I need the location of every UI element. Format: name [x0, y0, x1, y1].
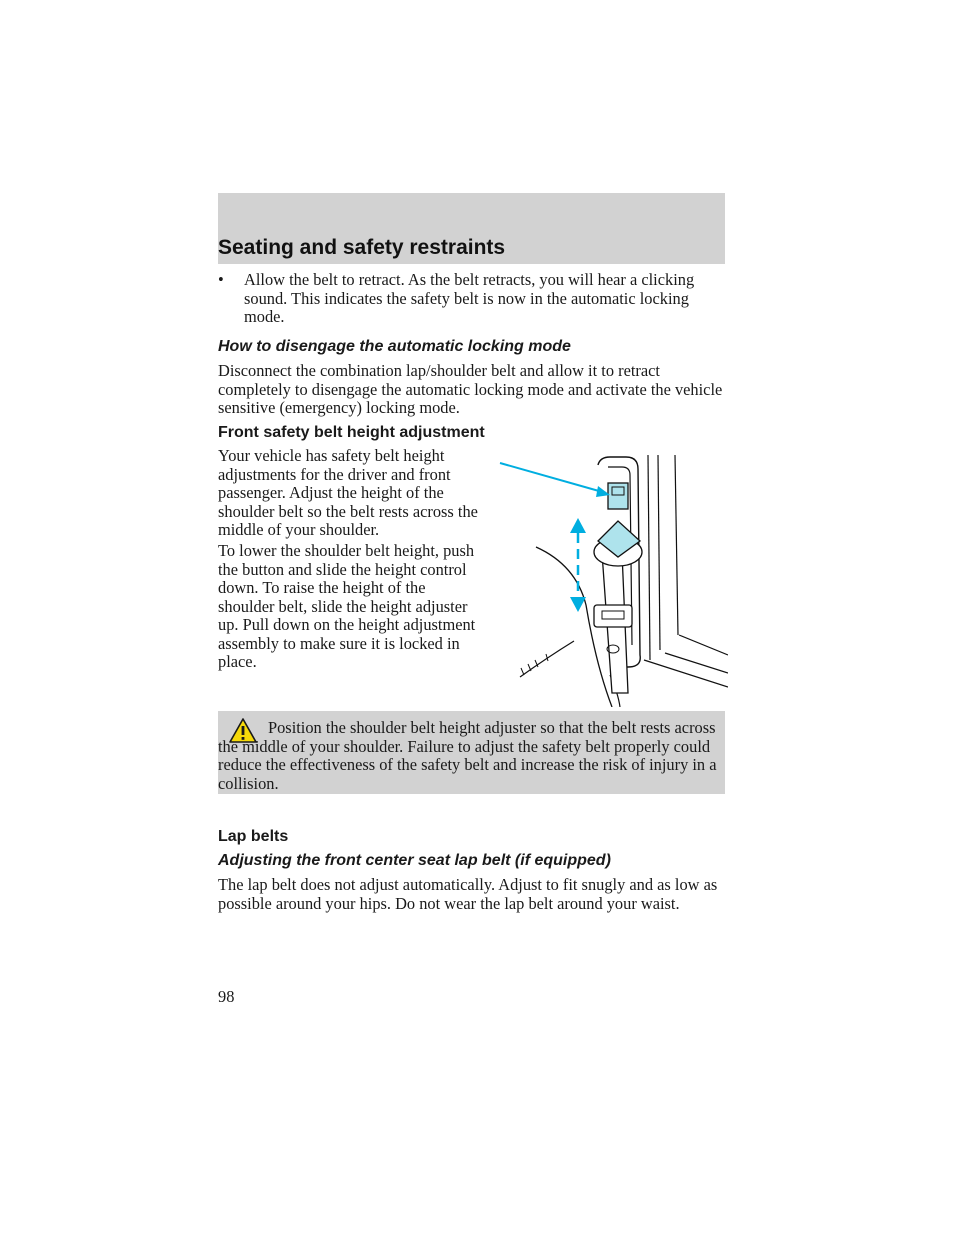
heading-height-adjustment: Front safety belt height adjustment — [218, 424, 485, 441]
warning-box — [218, 711, 725, 794]
bullet-text: Allow the belt to retract. As the belt retracts, you will hear a clicking sound. This indicates the safety belt is now in the automatic locking mode. — [244, 270, 695, 326]
bullet-item — [218, 271, 728, 327]
paragraph-height-instructions: To lower the shoulder belt height, push the button and slide the height control down. To raise the height of the shoulder belt, slide the height adjuster up. Pull down on the height adjustment assembly to make sure it is locked in place. — [218, 541, 476, 671]
section-title: Seating and safety restraints — [218, 236, 506, 259]
paragraph-lap-belt: The lap belt does not adjust automatically. Adjust to fit snugly and as low as possible around your hips. Do not wear the lap belt around your waist. — [218, 875, 718, 913]
heading-disengage: How to disengage the automatic locking mode — [218, 338, 571, 355]
heading-lap-belts: Lap belts — [218, 828, 289, 845]
page-number: 98 — [218, 987, 235, 1006]
paragraph-height-intro: Your vehicle has safety belt height adjustments for the driver and front passenger. Adjust the height of the shoulder belt so the belt rests across the middle of your shoulder. — [218, 446, 478, 539]
paragraph-disengage: Disconnect the combination lap/shoulder belt and allow it to retract completely to disengage the automatic locking mode and activate the vehicle sensitive (emergency) locking mode. — [218, 361, 723, 417]
belt-height-adjuster-illustration — [498, 445, 728, 707]
warning-text: Position the shoulder belt height adjuster so that the belt rests across the middle of your shoulder. Failure to adjust the safety belt properly could reduce the effectiveness of the safety belt and increase the risk of injury in a collision. — [218, 718, 717, 793]
heading-center-lap-belt: Adjusting the front center seat lap belt (if equipped) — [218, 852, 611, 869]
bullet-mark: • — [218, 270, 224, 289]
